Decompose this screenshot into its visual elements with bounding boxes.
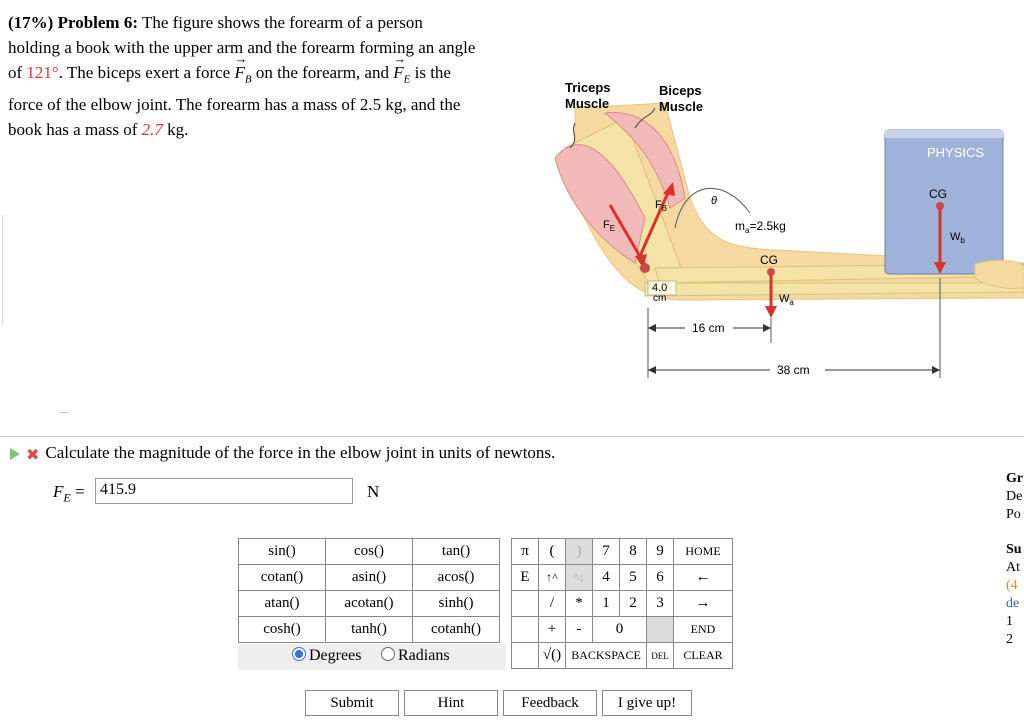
key-asin[interactable]: asin() bbox=[326, 565, 413, 591]
key-minus[interactable]: - bbox=[566, 617, 593, 643]
number-keypad bbox=[511, 538, 733, 669]
side-line-8: 1 bbox=[1006, 614, 1013, 629]
problem-angle: 121° bbox=[26, 63, 59, 82]
problem-title: Problem 6: bbox=[57, 13, 138, 32]
side-line-4: Su bbox=[1006, 542, 1022, 557]
wa-label: $W_a$ bbox=[779, 293, 794, 307]
side-line-5: At bbox=[1006, 560, 1020, 575]
wa-arrow-head bbox=[765, 306, 777, 318]
cg-book-label: CG bbox=[929, 187, 947, 201]
key-9[interactable]: 9 bbox=[647, 539, 674, 565]
degrees-radio[interactable] bbox=[292, 647, 306, 661]
elbow-pivot bbox=[640, 263, 650, 273]
problem-text-4: is the force of the elbow joint. The forearm has a mass of bbox=[8, 63, 451, 115]
book-top bbox=[885, 130, 1003, 138]
key-tanh[interactable]: tanh() bbox=[326, 617, 413, 643]
force-b-symbol: → $F_B$ bbox=[234, 60, 251, 92]
key-6[interactable]: 6 bbox=[647, 565, 674, 591]
key-home[interactable]: HOME bbox=[674, 539, 733, 565]
key-divide[interactable]: / bbox=[539, 591, 566, 617]
problem-text-2: . The biceps exert a force bbox=[58, 63, 231, 82]
triceps-label-2: Muscle bbox=[565, 96, 610, 111]
radians-option[interactable]: Radians bbox=[381, 647, 450, 665]
key-close-paren[interactable]: ) bbox=[566, 539, 593, 565]
key-0[interactable]: 0 bbox=[593, 617, 647, 643]
play-icon[interactable] bbox=[10, 448, 20, 460]
key-8[interactable]: 8 bbox=[620, 539, 647, 565]
problem-text-3: on the forearm, and bbox=[255, 63, 389, 82]
key-power-down[interactable]: ^↓ bbox=[566, 565, 593, 591]
problem-mass-book: 2.7 bbox=[141, 120, 163, 140]
side-line-1: Gr bbox=[1006, 471, 1024, 486]
answer-input[interactable]: 415.9 bbox=[95, 478, 353, 504]
biceps-label-1: Biceps bbox=[659, 83, 702, 98]
key-blank-1 bbox=[512, 591, 539, 617]
dim-16-label: 16 cm bbox=[692, 321, 725, 335]
section-divider bbox=[0, 436, 1024, 437]
key-tan[interactable]: tan() bbox=[413, 539, 500, 565]
question-row bbox=[10, 443, 555, 464]
book-title: PHYSICS bbox=[927, 145, 985, 160]
key-acos[interactable]: acos() bbox=[413, 565, 500, 591]
key-power-up[interactable]: ↑^ bbox=[539, 565, 566, 591]
key-cosh[interactable]: cosh() bbox=[239, 617, 326, 643]
key-7[interactable]: 7 bbox=[593, 539, 620, 565]
radians-radio[interactable] bbox=[381, 647, 395, 661]
question-text: Calculate the magnitude of the force in the elbow joint in units of newtons. bbox=[45, 443, 556, 462]
forearm-figure bbox=[535, 78, 1024, 388]
key-4[interactable]: 4 bbox=[593, 565, 620, 591]
key-atan[interactable]: atan() bbox=[239, 591, 326, 617]
fb-label: $F_B$ bbox=[655, 199, 668, 213]
side-line-7[interactable]: de bbox=[1006, 596, 1020, 611]
dim38-head-left bbox=[648, 366, 656, 374]
side-line-3: Po bbox=[1006, 507, 1021, 522]
function-keypad bbox=[238, 538, 500, 643]
key-end[interactable]: END bbox=[674, 617, 733, 643]
key-blank-2 bbox=[512, 617, 539, 643]
theta-label: θ bbox=[711, 195, 717, 207]
key-open-paren[interactable]: ( bbox=[539, 539, 566, 565]
key-cotan[interactable]: cotan() bbox=[239, 565, 326, 591]
key-1[interactable]: 1 bbox=[593, 591, 620, 617]
force-e-symbol: → $F_E$ bbox=[393, 60, 410, 92]
key-decimal[interactable] bbox=[647, 617, 674, 643]
answer-unit: N bbox=[367, 482, 380, 501]
key-5[interactable]: 5 bbox=[620, 565, 647, 591]
side-panel-submissions bbox=[1006, 541, 1022, 649]
key-sqrt[interactable]: √() bbox=[539, 643, 566, 669]
key-cos[interactable]: cos() bbox=[326, 539, 413, 565]
give-up-button[interactable]: I give up! bbox=[602, 690, 692, 716]
cg-forearm-label: CG bbox=[760, 253, 778, 267]
key-del[interactable]: DEL bbox=[647, 643, 674, 669]
key-exp[interactable]: E bbox=[512, 565, 539, 591]
problem-percent: (17%) bbox=[8, 13, 54, 32]
key-left-arrow[interactable]: ← bbox=[674, 565, 733, 591]
problem-statement bbox=[8, 10, 478, 142]
key-plus[interactable]: + bbox=[539, 617, 566, 643]
submit-button[interactable]: Submit bbox=[305, 690, 399, 716]
dim16-head-left bbox=[648, 324, 656, 332]
key-backspace[interactable]: BACKSPACE bbox=[566, 643, 647, 669]
wb-label: $W_b$ bbox=[950, 231, 965, 245]
biceps-label-2: Muscle bbox=[659, 99, 704, 114]
problem-mass-arm: 2.5 kg bbox=[359, 95, 403, 115]
incorrect-x-icon: ✖ bbox=[26, 444, 40, 464]
triceps-label-1: Triceps bbox=[565, 80, 611, 95]
fe-label: $F_E$ bbox=[603, 219, 616, 233]
hint-button[interactable]: Hint bbox=[404, 690, 498, 716]
key-blank-3 bbox=[512, 643, 539, 669]
dist-small-value: 4.0 bbox=[652, 282, 668, 294]
dim16-head-right bbox=[763, 324, 771, 332]
side-line-2: De bbox=[1006, 489, 1023, 504]
key-clear[interactable]: CLEAR bbox=[674, 643, 733, 669]
key-multiply[interactable]: * bbox=[566, 591, 593, 617]
feedback-button[interactable]: Feedback bbox=[503, 690, 597, 716]
mass-label: $m_a=2.5kg$ bbox=[735, 219, 786, 235]
key-pi[interactable]: π bbox=[512, 539, 539, 565]
answer-variable: $F_E$ = bbox=[53, 482, 85, 505]
key-right-arrow[interactable]: → bbox=[674, 591, 733, 617]
angle-mode-row bbox=[238, 644, 506, 670]
problem-text-6: kg. bbox=[167, 120, 189, 140]
problem-text-5: , and the book has a mass of bbox=[8, 95, 461, 140]
left-border bbox=[2, 215, 3, 325]
key-acotan[interactable]: acotan() bbox=[326, 591, 413, 617]
dist-small-unit: cm bbox=[653, 293, 667, 304]
degrees-option[interactable]: Degrees bbox=[292, 647, 361, 665]
key-cotanh[interactable]: cotanh() bbox=[413, 617, 500, 643]
key-sin[interactable]: sin() bbox=[239, 539, 326, 565]
divider-tick bbox=[60, 412, 68, 413]
key-3[interactable]: 3 bbox=[647, 591, 674, 617]
problem-text-1: The figure shows the forearm of a person holding a book with the upper arm and the forearm forming an angle of bbox=[8, 13, 476, 82]
dim38-head-right bbox=[932, 366, 940, 374]
dim-38-label: 38 cm bbox=[777, 363, 810, 377]
key-2[interactable]: 2 bbox=[620, 591, 647, 617]
key-sinh[interactable]: sinh() bbox=[413, 591, 500, 617]
side-line-9: 2 bbox=[1006, 632, 1013, 647]
side-panel-grade bbox=[1006, 470, 1023, 524]
side-line-6: (4 bbox=[1006, 578, 1018, 593]
